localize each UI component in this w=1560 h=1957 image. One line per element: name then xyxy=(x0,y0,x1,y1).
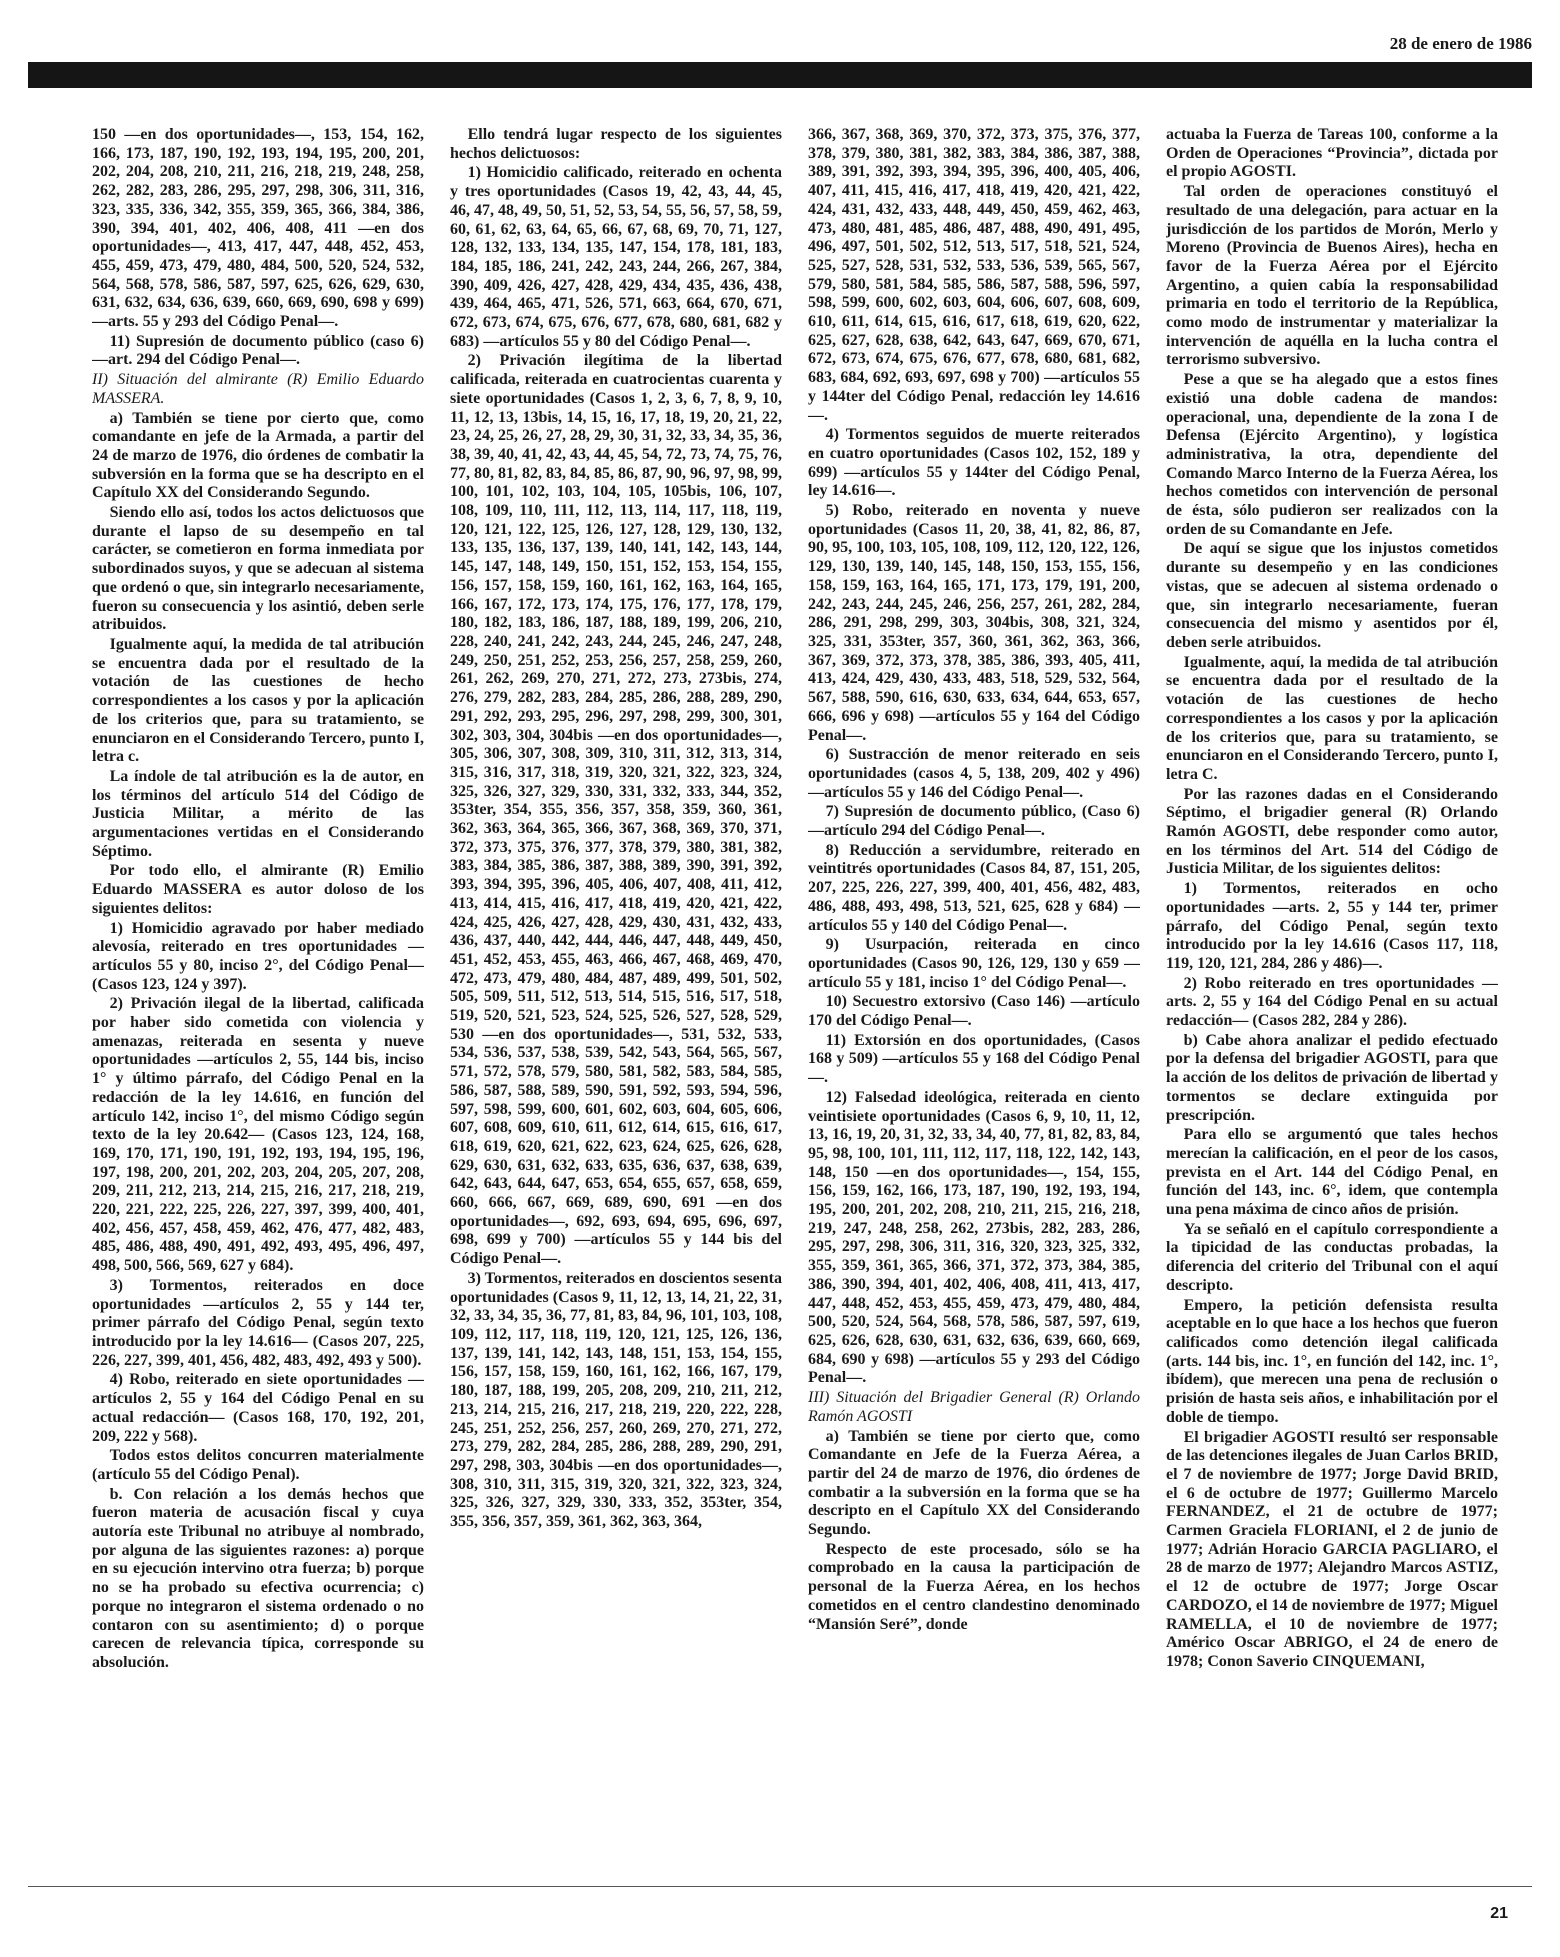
page-date: 28 de enero de 1986 xyxy=(1389,34,1532,53)
paragraph: actuaba la Fuerza de Tareas 100, conforme a la Orden de Operaciones “Provincia”, dictada por el propio AGOSTI. xyxy=(1166,126,1498,181)
paragraph: 10) Secuestro extorsivo (Caso 146) —artículo 170 del Código Penal—. xyxy=(808,993,1140,1030)
paragraph: 11) Supresión de documento público (caso 6) —art. 294 del Código Penal—. xyxy=(92,332,424,369)
paragraph: Tal orden de operaciones constituyó el resultado de una delegación, para actuar en la jurisdicción de los partidos de Morón, Merlo y Moreno (Provincia de Buenos Aires), hecha en favor de la Fuerza Aérea por el Ejército Argentino, a quien cabía la responsabilidad primaria en todo el territorio de la República, como modo de instrumentar y materializar la intervención de aquélla en la lucha contra el terrorismo subversivo. xyxy=(1166,183,1498,369)
paragraph: 4) Robo, reiterado en siete oportunidades —artículos 2, 55 y 164 del Código Penal en su actual redacción— (Casos 168, 170, 192, 201, 209, 222 y 568). xyxy=(92,1371,424,1445)
paragraph: Siendo ello así, todos los actos delictuosos que durante el lapso de su desempeño en tal carácter, se cometieron en forma inmediata por subordinados suyos, y que se adecuan al sistema que ordenó o que, sin integrarlo necesariamente, fueron su consecuencia y los asintió, deben serle atribuidos. xyxy=(92,504,424,634)
paragraph: 4) Tormentos seguidos de muerte reiterados en cuatro oportunidades (Casos 102, 152, 189 y 699) —artículos 55 y 144ter del Código Penal, ley 14.616—. xyxy=(808,426,1140,500)
paragraph: El brigadier AGOSTI resultó ser responsable de las detenciones ilegales de Juan Carlos BRID, el 7 de noviembre de 1977; Jorge David BRID, el 6 de octubre de 1977; Guillermo Marcelo FERNANDEZ, el 21 de octubre de 1977; Carmen Graciela FLORIANI, el 2 de junio de 1977; Adrián Horacio GARCIA PAGLIARO, el 28 de marzo de 1977; Alejandro Marcos ASTIZ, el 12 de octubre de 1977; Jorge Oscar CARDOZO, el 14 de noviembre de 1977; Miguel RAMELLA, el 10 de noviembre de 1977; Américo Oscar ABRIGO, el 24 de enero de 1978; Conon Saverio CINQUEMANI, xyxy=(1166,1428,1498,1670)
paragraph: III) Situación del Brigadier General (R) Orlando Ramón AGOSTI xyxy=(808,1389,1140,1425)
paragraph: 12) Falsedad ideológica, reiterada en ciento veintisiete oportunidades (Casos 6, 9, 10, 11, 12, 13, 16, 19, 20, 31, 32, 33, 34, 40, 77, 81, 82, 83, 84, 95, 98, 100, 101, 111, 112, 117, 118, 122, 142, 143, 148, 150 —en dos oportunidades—, 154, 155, 156, 159, 162, 166, 173, 187, 190, 192, 193, 194, 195, 200, 201, 202, 208, 210, 211, 215, 216, 218, 219, 247, 248, 258, 262, 273bis, 282, 283, 286, 295, 297, 298, 306, 311, 316, 320, 323, 325, 332, 355, 359, 361, 365, 366, 371, 372, 373, 384, 385, 386, 390, 394, 401, 402, 406, 408, 411, 413, 417, 447, 448, 452, 453, 455, 459, 473, 479, 480, 484, 500, 520, 524, 564, 568, 578, 586, 587, 597, 619, 625, 626, 628, 630, 631, 632, 636, 639, 660, 669, 684, 690 y 698) —artículos 55 y 293 del Código Penal—. xyxy=(808,1088,1140,1387)
paragraph: 3) Tormentos, reiterados en doce oportunidades —artículos 2, 55 y 144 ter, primer párrafo del Código Penal, según texto introducido por la ley 14.616— (Casos 207, 225, 226, 227, 399, 401, 456, 482, 483, 492, 493 y 500). xyxy=(92,1276,424,1369)
paragraph: Pese a que se ha alegado que a estos fines existió una doble cadena de mandos: operacional, una, dependiente de la zona I de Defensa (Ejército Argentino), y logística administrativa, la otra, dependiente del Comando Marco Interno de la Fuerza Aérea, los hechos cometidos con intervención de personal de ésta, sólo pudieron ser realizados con la orden de su Comandante en Jefe. xyxy=(1166,371,1498,538)
paragraph: 366, 367, 368, 369, 370, 372, 373, 375, 376, 377, 378, 379, 380, 381, 382, 383, 384, 386, 387, 388, 389, 391, 392, 393, 394, 395, 396, 400, 405, 406, 407, 411, 415, 416, 417, 418, 419, 420, 421, 422, 424, 431, 432, 433, 448, 449, 450, 459, 462, 463, 473, 480, 481, 485, 486, 487, 488, 490, 491, 495, 496, 497, 501, 502, 512, 513, 517, 518, 521, 524, 525, 527, 528, 531, 532, 533, 536, 539, 565, 567, 579, 580, 581, 584, 585, 586, 587, 588, 596, 597, 598, 599, 600, 602, 603, 604, 606, 607, 608, 609, 610, 611, 614, 615, 616, 617, 618, 619, 620, 622, 625, 627, 628, 638, 642, 643, 647, 669, 670, 671, 672, 673, 674, 675, 676, 677, 678, 680, 681, 682, 683, 684, 692, 693, 697, 698 y 700) —artículos 55 y 144ter del Código Penal, redacción ley 14.616—. xyxy=(808,126,1140,424)
paragraph: b. Con relación a los demás hechos que fueron materia de acusación fiscal y cuya autoría este Tribunal no atribuye al nombrado, por alguna de las siguientes razones: a) porque en su ejecución intervino otra fuerza; b) porque no se ha probado su efectiva ocurrencia; c) porque no integraron el sistema ordenado o no contaron con su asentimiento; d) o porque carecen de relevancia típica, corresponde su absolución. xyxy=(92,1485,424,1671)
paragraph: 150 —en dos oportunidades—, 153, 154, 162, 166, 173, 187, 190, 192, 193, 194, 195, 200, 201, 202, 204, 208, 210, 211, 216, 218, 219, 248, 258, 262, 282, 283, 286, 295, 297, 298, 306, 311, 316, 323, 335, 336, 342, 355, 359, 365, 366, 384, 386, 390, 394, 401, 402, 406, 408, 411 —en dos oportunidades—, 413, 417, 447, 448, 452, 453, 455, 459, 473, 479, 480, 484, 500, 520, 524, 532, 564, 568, 578, 586, 587, 597, 625, 626, 629, 630, 631, 632, 634, 636, 639, 660, 669, 690, 698 y 699) —arts. 55 y 293 del Código Penal—. xyxy=(92,126,424,331)
paragraph: 1) Tormentos, reiterados en ocho oportunidades —arts. 2, 55 y 144 ter, primer párrafo, del Código Penal, según texto introducido por la ley 14.616 (Casos 117, 118, 119, 120, 121, 284, 286 y 486)—. xyxy=(1166,880,1498,972)
header-bar xyxy=(28,62,1532,88)
article-columns xyxy=(92,126,1498,1886)
paragraph: Ello tendrá lugar respecto de los siguientes hechos delictuosos: xyxy=(450,126,782,162)
paragraph: Ya se señaló en el capítulo correspondiente a la tipicidad de las conductas probadas, la diferencia del criterio del Tribunal con el aquí descripto. xyxy=(1166,1220,1498,1294)
paragraph: 8) Reducción a servidumbre, reiterado en veintitrés oportunidades (Casos 84, 87, 151, 205, 207, 225, 226, 227, 399, 400, 401, 456, 482, 483, 486, 488, 493, 498, 513, 521, 625, 628 y 684) —artículos 55 y 140 del Código Penal—. xyxy=(808,841,1140,934)
paragraph: a) También se tiene por cierto que, como Comandante en Jefe de la Fuerza Aérea, a partir del 24 de marzo de 1976, dio órdenes de combatir a la subversión en la forma que se ha descripto en el Capítulo XX del Considerando Segundo. xyxy=(808,1427,1140,1539)
paragraph: Igualmente aquí, la medida de tal atribución se encuentra dada por el resultado de la votación de las cuestiones de hecho correspondientes a los casos y por la aplicación de los criterios que, para su tratamiento, se enunciaron en el Considerando Tercero, punto I, letra c. xyxy=(92,635,424,766)
paragraph: 5) Robo, reiterado en noventa y nueve oportunidades (Casos 11, 20, 38, 41, 82, 86, 87, 90, 95, 100, 103, 105, 108, 109, 112, 120, 122, 126, 129, 130, 139, 140, 145, 148, 150, 153, 155, 156, 158, 159, 163, 164, 165, 171, 173, 179, 191, 200, 242, 243, 244, 245, 246, 256, 257, 261, 282, 284, 286, 291, 298, 299, 303, 304bis, 308, 321, 324, 325, 331, 353ter, 357, 360, 361, 362, 363, 366, 367, 369, 372, 373, 378, 385, 386, 393, 405, 411, 413, 424, 429, 430, 433, 483, 518, 529, 532, 564, 567, 588, 590, 616, 630, 633, 634, 644, 653, 657, 666, 696 y 698) —artículos 55 y 164 del Código Penal—. xyxy=(808,502,1140,744)
page-number: 21 xyxy=(1490,1905,1508,1922)
paragraph: Igualmente, aquí, la medida de tal atribución se encuentra dada por el resultado de la votación de las cuestiones de hecho correspondientes a los casos y por la aplicación de los criterios que, para su tratamiento, se enunciaron en el Considerando Tercero, punto I, letra C. xyxy=(1166,653,1498,783)
paragraph: 1) Homicidio agravado por haber mediado alevosía, reiterado en tres oportunidades —artículos 55 y 80, inciso 2°, del Código Penal— (Casos 123, 124 y 397). xyxy=(92,919,424,993)
paragraph: Respecto de este procesado, sólo se ha comprobado en la causa la participación de personal de la Fuerza Aérea, en los hechos cometidos en el centro clandestino denominado “Mansión Seré”, donde xyxy=(808,1540,1140,1633)
paragraph: Todos estos delitos concurren materialmente (artículo 55 del Código Penal). xyxy=(92,1447,424,1483)
paragraph: 7) Supresión de documento público, (Caso 6) —artículo 294 del Código Penal—. xyxy=(808,803,1140,840)
paragraph: a) También se tiene por cierto que, como comandante en jefe de la Armada, a partir del 24 de marzo de 1976, dio órdenes de combatir la subversión en la forma que se ha descripto en el Capítulo XX del Considerando Segundo. xyxy=(92,409,424,502)
column-3 xyxy=(808,126,1140,1886)
paragraph: Para ello se argumentó que tales hechos merecían la calificación, en el peor de los casos, prevista en el Art. 144 del Código Penal, en función del 143, inc. 6°, idem, que contempla una pena máxima de cinco años de prisión. xyxy=(1166,1126,1498,1219)
paragraph: Por las razones dadas en el Considerando Séptimo, el brigadier general (R) Orlando Ramón AGOSTI, debe responder como autor, en los términos del Art. 514 del Código de Justicia Militar, de los siguientes delitos: xyxy=(1166,785,1498,878)
paragraph: De aquí se sigue que los injustos cometidos durante su desempeño y en las condiciones vistas, que se adecuen al sistema ordenado o que, sin integrarlo necesariamente, fueran consecuencia del mismo y asentidos por él, deben serle atribuidos. xyxy=(1166,540,1498,651)
paragraph: b) Cabe ahora analizar el pedido efectuado por la defensa del brigadier AGOSTI, para que la acción de los delitos de privación de libertad y tormentos se declare extinguida por prescripción. xyxy=(1166,1031,1498,1124)
paragraph: 2) Privación ilegítima de la libertad calificada, reiterada en cuatrocientas cuarenta y siete oportunidades (Casos 1, 2, 3, 6, 7, 8, 9, 10, 11, 12, 13, 13bis, 14, 15, 16, 17, 18, 19, 20, 21, 22, 23, 24, 25, 26, 27, 28, 29, 30, 31, 32, 33, 34, 35, 36, 38, 39, 40, 41, 42, 43, 44, 45, 54, 72, 73, 74, 75, 76, 77, 80, 81, 82, 83, 84, 85, 86, 87, 90, 96, 97, 98, 99, 100, 101, 102, 103, 104, 105, 105bis, 106, 107, 108, 109, 110, 111, 112, 113, 114, 117, 118, 119, 120, 121, 122, 125, 126, 127, 128, 129, 130, 132, 133, 135, 136, 137, 139, 140, 141, 142, 143, 144, 145, 147, 148, 149, 150, 151, 152, 153, 154, 155, 156, 157, 158, 159, 160, 161, 162, 163, 164, 165, 166, 167, 172, 173, 174, 175, 176, 177, 178, 179, 180, 182, 183, 186, 187, 188, 189, 199, 206, 210, 228, 240, 241, 242, 243, 244, 245, 246, 247, 248, 249, 250, 251, 252, 253, 256, 257, 258, 259, 260, 261, 262, 269, 270, 271, 272, 273, 273bis, 274, 276, 279, 282, 283, 284, 285, 286, 288, 289, 290, 291, 292, 293, 295, 296, 297, 298, 299, 300, 301, 302, 303, 304, 304bis —en dos oportunidades—, 305, 306, 307, 308, 309, 310, 311, 312, 313, 314, 315, 316, 317, 318, 319, 320, 321, 322, 323, 324, 325, 326, 327, 329, 330, 331, 332, 333, 344, 352, 353ter, 354, 355, 356, 357, 358, 359, 360, 361, 362, 363, 364, 365, 366, 367, 368, 369, 370, 371, 372, 373, 375, 376, 377, 378, 379, 380, 381, 382, 383, 384, 385, 386, 387, 388, 389, 390, 391, 392, 393, 394, 395, 396, 405, 406, 407, 408, 411, 412, 413, 414, 415, 416, 417, 418, 419, 420, 421, 422, 424, 425, 426, 427, 428, 429, 430, 431, 432, 433, 436, 437, 440, 442, 444, 446, 447, 448, 449, 450, 451, 452, 453, 455, 463, 466, 467, 468, 469, 470, 472, 473, 479, 480, 484, 487, 489, 499, 501, 502, 505, 509, 511, 512, 513, 514, 515, 516, 517, 518, 519, 520, 521, 523, 524, 525, 526, 527, 528, 529, 530 —en dos oportunidades—, 531, 532, 533, 534, 536, 537, 538, 539, 542, 543, 564, 565, 567, 571, 572, 578, 579, 580, 581, 582, 583, 584, 585, 586, 587, 588, 589, 590, 591, 592, 593, 594, 596, 597, 598, 599, 600, 601, 602, 603, 604, 605, 606, 607, 608, 609, 610, 611, 612, 614, 615, 616, 617, 618, 619, 620, 621, 622, 623, 624, 625, 626, 628, 629, 630, 631, 632, 633, 635, 636, 637, 638, 639, 642, 643, 644, 647, 653, 654, 655, 657, 658, 659, 660, 666, 667, 669, 689, 690, 691 —en dos oportunidades—, 692, 693, 694, 695, 696, 697, 698, 699 y 700) —artículos 55 y 144 bis del Código Penal—. xyxy=(450,352,782,1268)
paragraph: 6) Sustracción de menor reiterado en seis oportunidades (casos 4, 5, 138, 209, 402 y 496) —artículos 55 y 146 del Código Penal—. xyxy=(808,746,1140,801)
paragraph: La índole de tal atribución es la de autor, en los términos del artículo 514 del Código de Justicia Militar, a mérito de las argumentaciones vertidas en el Considerando Séptimo. xyxy=(92,767,424,860)
paragraph: 11) Extorsión en dos oportunidades, (Casos 168 y 509) —artículos 55 y 168 del Código Penal—. xyxy=(808,1031,1140,1087)
paragraph: 2) Privación ilegal de la libertad, calificada por haber sido cometida con violencia y amenazas, reiterada en sesenta y nueve oportunidades —artículos 2, 55, 144 bis, inciso 1° y último párrafo, del Código Penal en la redacción de la ley 14.616, en función del artículo 142, inciso 1°, del mismo Código según texto de la ley 20.642— (Casos 123, 124, 168, 169, 170, 171, 190, 191, 192, 193, 194, 195, 196, 197, 198, 200, 201, 202, 203, 204, 205, 207, 208, 209, 211, 212, 213, 214, 215, 216, 217, 218, 219, 220, 221, 222, 225, 226, 227, 397, 399, 400, 401, 402, 456, 457, 458, 459, 462, 476, 477, 482, 483, 485, 486, 488, 490, 491, 492, 493, 495, 496, 497, 498, 500, 566, 569, 627 y 684). xyxy=(92,995,424,1275)
column-2 xyxy=(450,126,782,1886)
column-1 xyxy=(92,126,424,1886)
paragraph: 1) Homicidio calificado, reiterado en ochenta y tres oportunidades (Casos 19, 42, 43, 44, 45, 46, 47, 48, 49, 50, 51, 52, 53, 54, 55, 56, 57, 58, 59, 60, 61, 62, 63, 64, 65, 66, 67, 68, 69, 70, 71, 127, 128, 132, 133, 134, 135, 147, 154, 178, 181, 183, 184, 185, 186, 241, 242, 243, 244, 266, 267, 384, 390, 409, 426, 427, 428, 429, 434, 435, 436, 438, 439, 464, 465, 471, 526, 571, 663, 664, 670, 671, 672, 673, 674, 675, 676, 677, 678, 680, 681, 682 y 683) —artículos 55 y 80 del Código Penal—. xyxy=(450,164,782,350)
paragraph: 9) Usurpación, reiterada en cinco oportunidades (Casos 90, 126, 129, 130 y 659 —artículo 55 y 181, inciso 1° del Código Penal—. xyxy=(808,936,1140,991)
paragraph: 2) Robo reiterado en tres oportunidades —arts. 2, 55 y 164 del Código Penal en su actual redacción— (Casos 282, 284 y 286). xyxy=(1166,974,1498,1030)
paragraph: Empero, la petición defensista resulta aceptable en lo que hace a los hechos que fueron calificados como detención ilegal calificada (arts. 144 bis, inc. 1°, en función del 142, inc. 1°, ibídem), que merecen una pena de reclusión o prisión de hasta seis años, e inhabilitación por el doble de tiempo. xyxy=(1166,1296,1498,1426)
paragraph: II) Situación del almirante (R) Emilio Eduardo MASSERA. xyxy=(92,371,424,407)
paragraph: Por todo ello, el almirante (R) Emilio Eduardo MASSERA es autor doloso de los siguientes delitos: xyxy=(92,862,424,917)
column-4 xyxy=(1166,126,1498,1886)
footer-rule xyxy=(28,1886,1532,1887)
paragraph: 3) Tormentos, reiterados en doscientos sesenta oportunidades (Casos 9, 11, 12, 13, 14, 21, 22, 31, 32, 33, 34, 35, 36, 77, 81, 83, 84, 96, 101, 103, 108, 109, 112, 117, 118, 119, 120, 121, 125, 126, 136, 137, 139, 141, 142, 143, 148, 151, 153, 154, 155, 156, 157, 158, 159, 160, 161, 162, 166, 167, 179, 180, 187, 188, 199, 205, 208, 209, 210, 211, 212, 213, 214, 215, 216, 217, 218, 219, 220, 222, 228, 245, 251, 252, 256, 257, 260, 269, 270, 271, 272, 273, 279, 282, 284, 285, 286, 288, 289, 290, 291, 297, 298, 303, 304bis —en dos oportunidades—, 308, 310, 311, 315, 319, 320, 321, 322, 323, 324, 325, 326, 327, 329, 330, 333, 352, 353ter, 354, 355, 356, 357, 359, 361, 362, 363, 364, xyxy=(450,1269,782,1531)
